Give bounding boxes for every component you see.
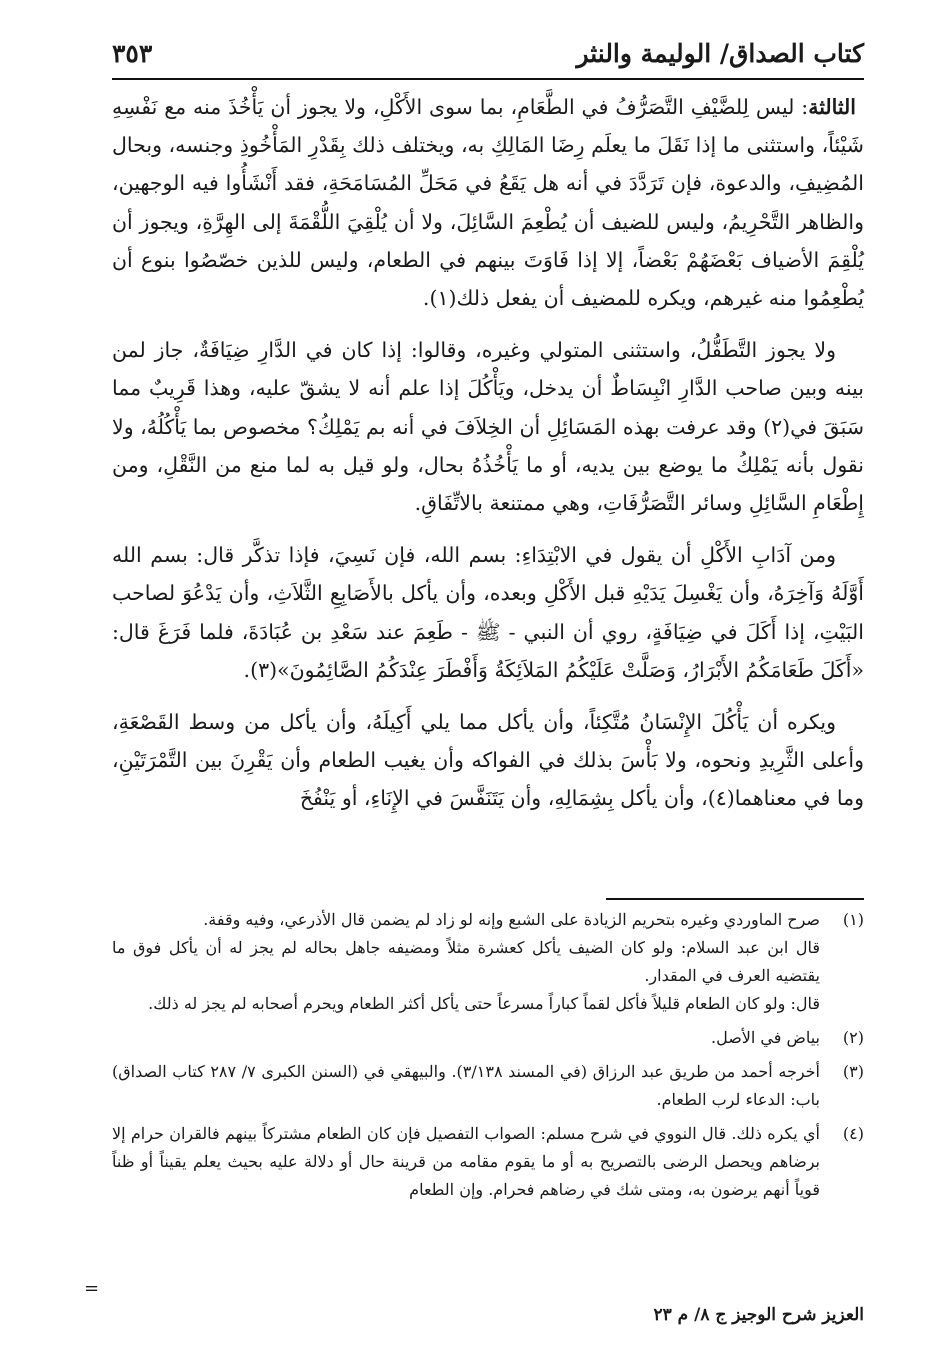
footnotes [112,906,864,1210]
footnote-4 [112,1120,864,1204]
signature-line: العزيز شرح الوجيز ج ٨/ م ٢٣ [653,1305,864,1325]
footnote-separator [606,898,864,900]
footnote-line: صرح الماوردي وغيره بتحريم الزيادة على الشبع وإنه لو زاد لم يضمن قال الأذرعي، وفيه وقفة. [203,910,820,929]
footnote-line: قال: ولو كان الطعام قليلاً فأكل لقماً كباراً مسرعاً حتى يأكل أكثر الطعام ويحرم أصحابه لم يجز له ذلك. [148,994,820,1013]
footnote-2 [112,1024,864,1052]
page-header [112,28,864,80]
running-title: كتاب الصداق/ الوليمة والنثر [576,38,864,68]
footnote-line: أي يكره ذلك. قال النووي في شرح مسلم: الصواب التفصيل فإن كان الطعام مشتركاً بينهم فالقران حرام إلا برضاهم ويحصل الرضى بالتصريح به أو ما يقوم مقامه من قرينة حال أو دلالة عليه بحيث يعلم يقيناً أو ظناً قوياً أنهم يرضون به، ومتى شك في رضاهم فحرام. وإن الطعام [112,1124,820,1199]
footnote-number: (٣) [842,1062,864,1081]
paragraph-2: ولا يجوز التَّطَفُّلُ، واستثنى المتولي وغيره، وقالوا: إذا كان في الدَّارِ ضِيَافَةٌ، جاز لمن بينه وبين صاحب الدَّارِ انْبِسَاطٌ أن يدخل، ويَأْكُلَ إذا علم أنه لا يشقّ عليه، وهذا قَرِيبٌ مما سَبَقَ في(٢) وقد عرفت بهذه المَسَائِلِ أن الخِلاَفَ في أنه بم يَمْلِكُ؟ مخصوص بما يَأْكُلُهُ، ولا نقول بأنه يَمْلِكُ ما يوضع بين يديه، أو ما يَأْخُذُهُ بحال، ولو قيل به لما منع من النَّقْلِ، ومن إِطْعَامِ السَّائِلِ وسائر التَّصَرُّفَاتِ، وهي ممتنعة بالاتِّفَاقِ. [112,338,864,516]
book-page [84,28,864,1338]
continuation-mark: = [84,1278,100,1299]
paragraph-4: ويكره أن يَأْكُلَ الإِنْسَانُ مُتَّكِئاً، وأن يأكل مما يلي أَكِيلَهُ، وأن يأكل من وسط القَصْعَةِ، وأعلى الثَّرِيدِ ونحوه، ولا بَأْسَ بذلك في الفواكه وأن يغيب الطعام وأن يَقْرِنَ بين التَّمْرَتَيْنِ، وما في معناهما(٤)، وأن يأكل بِشِمَالِهِ، وأن يَتَنَفَّسَ في الإِنَاءِ، أو يَنْفُخَ [112,710,864,811]
footnote-line: قال ابن عبد السلام: ولو كان الضيف يأكل كعشرة مثلاً ومضيفه جاهل بحاله لم يجز له أن يأكل فوق ما يقتضيه العرف في المقدار. [112,938,820,985]
paragraph-1-text: : ليس لِلضَّيْفِ التَّصَرُّفُ في الطَّعَامِ، بما سوى الأَكْلِ، ولا يجوز أن يَأْخُذَ منه مع نَفْسِهِ شَيْئاً، واستثنى ما إذا نَقَلَ ما يعلَم رِضَا المَالِكِ به، ويختلف ذلك بِقَدْرِ المَأْخُوذِ وجنسه، وبحال المُضِيفِ، والدعوة، فإن تَرَدَّدَ في أنه هل يَقَعُ في مَحَلِّ المُسَامَحَةِ، فقد أَنْشَأُوا فيه الوجهين، والظاهر التَّحْرِيمُ، وليس للضيف أن يُطْعِمَ السَّائِلَ، ولا أن يُلْقِيَ اللُّقْمَةَ إلى الهِرَّةِ، ويجوز أن يُلْقِمَ الأضياف بَعْضَهُمْ بَعْضاً، إلا إذا فَاوَتَ بينهم في الطعام، وليس للذين خصّصُوا بنوع أن يُطْعِمُوا منه غيرهم، ويكره للمضيف أن يفعل ذلك(١). [112,95,864,311]
page-number: ٣٥٣ [112,38,153,68]
footnote-3 [112,1058,864,1114]
main-text [112,88,864,818]
footnote-line: أخرجه أحمد من طريق عبد الرزاق (في المسند ٣/١٣٨). والبيهقي في (السنن الكبرى ٧/ ٢٨٧ كتاب الصداق) باب: الدعاء لرب الطعام. [112,1062,820,1109]
paragraph-1 [112,88,864,317]
section-lead: الثالثة [808,95,856,119]
footnote-number: (١) [842,910,864,929]
paragraph-3: ومن آدَابِ الأَكْلِ أن يقول في الابْتِدَاءِ: بسم الله، فإن نَسِيَ، فإذا تذكَّر قال: بسم الله أَوَّلَهُ وَآخِرَهُ، وأن يَغْسِلَ يَدَيْهِ قبل الأَكْلِ وبعده، وأن يأكل بالأَصَابِعِ الثَّلاَثِ، وأن يَدْعُوَ لصاحب البَيْتِ، إذا أَكَلَ في ضِيَافَةٍ، روي أن النبي - ﷺ - طَعِمَ عند سَعْدِ بن عُبَادَةَ، فلما فَرَغَ قال: «أَكَلَ طَعَامَكُمُ الأَبْرَارُ، وَصَلَّتْ عَلَيْكُمُ المَلاَئِكَةُ وَأَفْطَرَ عِنْدَكُمُ الصَّائِمُونَ»(٣). [112,543,864,682]
footnote-1 [112,906,864,1018]
footnote-line: بياض في الأصل. [710,1028,820,1047]
footnote-number: (٢) [842,1028,864,1047]
footnote-number: (٤) [842,1124,864,1143]
